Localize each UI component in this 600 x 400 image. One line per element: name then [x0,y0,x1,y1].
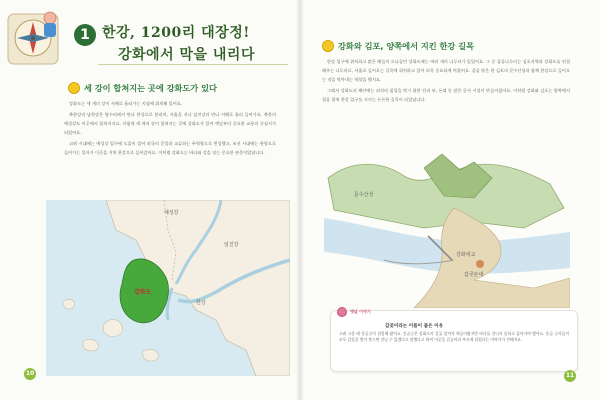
book-gutter [296,0,304,400]
paragraph: 한강 입구에 위치하고 많은 배들이 드나들던 강화도에는 여러 개의 나루터가 있었어요. 그 중 갑곶나루터는 김포지역과 강화도를 연결해주는 나루터로, 서울로 들어오는 길목에 위치하고 있어 더욱 중요하게 여겼어요. 갑곶 맞은 편 김포의 문수산성과 함께 한강으로 들어오는 적을 막아내는 역할을 했지요. [322,59,570,82]
map-label-munsu: 문수산성 [354,192,374,198]
story-icon [337,307,347,317]
map-label-yeseong: 예성강 [164,210,179,216]
note-body: 고려 고종 때 몽골군이 침입해 왔어요. 몽골군은 강화도의 갑곶 앞까지 쳐들어왔지만 바다를 건너지 못하고 돌아가야 했어요. 몽골 군사들이 모두 갑옷을 벗어 쌓으면 건널 수 있겠다고 말했다고 하여 이곳을 갑곶이라 부르게 되었다는 이야기가 전해져요. [339,331,569,343]
page-number-left: 10 [24,368,36,380]
map-label-han: 한강 [196,300,206,306]
chapter-title-line2: 강화에서 막을 내리다 [118,47,255,63]
lightbulb-icon [322,40,334,52]
right-section-heading [322,40,474,52]
title-underline [98,64,288,65]
compass-illustration [6,8,64,70]
ganghwa-river-map [46,200,290,376]
map-label-ganghwa: 강화도 [134,289,152,296]
paragraph: 북한강과 남한강은 양수리에서 만나 한강으로 불리며, 서울을 지나 임진강과 만나 서해로 흘러 들어가요. 북한의 예성강도 이곳에서 합쳐지지요. 이렇게 세 개의 강이 합쳐지는 곳에 강화도가 있어 옛날부터 중요한 교통의 중심지가 되었어요. [64,111,276,135]
note-tag-label: 옛날 이야기 [350,309,371,314]
paragraph: 고려 시대에는 예성강 입구에 도읍이 있어 외국의 문물과 교류하는 무역항으로 번성했고, 조선 시대에는 한양으로 들어가는 물자가 이곳을 거쳐 한강으로 들어갔어요. 이처럼 강화도는 바다와 강을 잇는 중요한 관문이었답니다. [64,140,276,155]
chapter-number-badge: 1 [74,24,96,46]
map-label-imjin: 임진강 [224,242,239,248]
map-label-ganghwa-bridge: 강화대교 [456,252,476,258]
chapter-title [74,18,284,66]
map-label-gapgot: 갑곶돈대 [464,272,484,278]
note-tag [337,307,371,317]
right-section-heading-text: 강화와 김포, 양쪽에서 지킨 한강 길목 [338,40,474,51]
story-note-box [330,310,578,372]
note-title: 갑곶이라는 이름이 붙은 이유 [385,324,444,329]
paragraph: 그래서 강화도의 해안에는 외적의 침입을 막기 위한 진과 보, 돈대 등 많은 군사 시설이 만들어졌어요. 이처럼 강화와 김포는 양쪽에서 힘을 합쳐 한강 입구를 지키는 든든한 길목이 되었답니다. [322,87,570,102]
paragraph: 강화도는 세 개의 강이 서해로 흘러가는 지점에 위치해 있어요. [69,101,183,106]
left-section-heading [68,82,217,94]
right-body-text [322,58,570,148]
gapgot-landscape-illustration [324,148,570,308]
left-section-heading-text: 세 강이 합쳐지는 곳에 강화도가 있다 [84,82,217,93]
chapter-title-line1: 한강, 1200리 대장정! [102,25,250,41]
left-body-text [64,100,276,210]
lightbulb-icon [68,82,80,94]
page-number-right: 11 [564,370,576,382]
